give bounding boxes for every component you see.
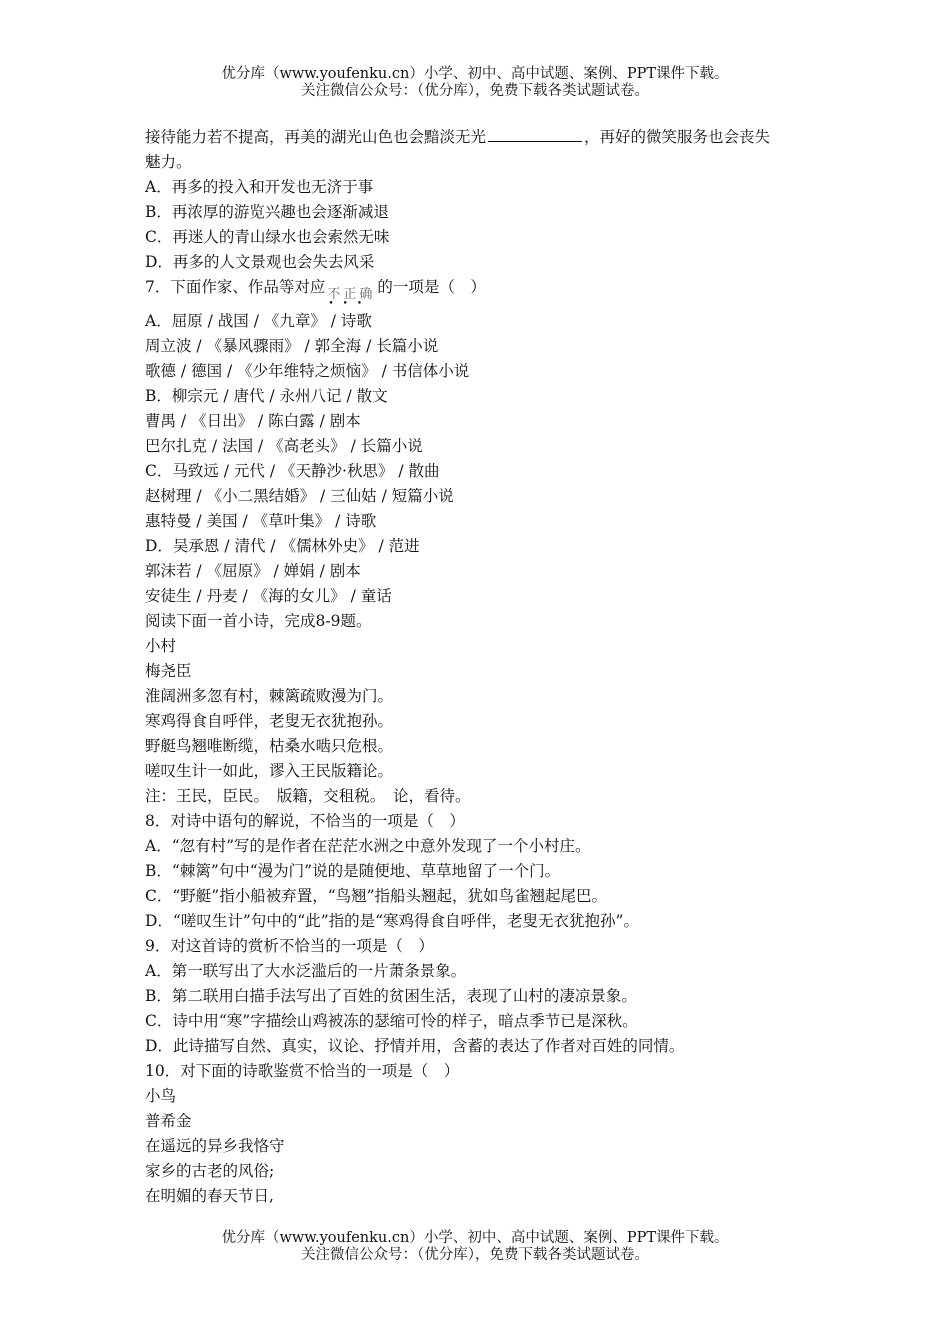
poem1-note: 注：王民，臣民。 版籍，交租税。 论，看待。 — [145, 787, 471, 805]
q9-option-c: C．诗中用“寒”字描绘山鸡被冻的瑟缩可怜的样子，暗点季节已是深秋。 — [145, 1012, 638, 1030]
poem1-title: 小村 — [145, 637, 177, 655]
q6-option-a: A．再多的投入和开发也无济于事 — [145, 178, 374, 196]
q6-option-c: C．再迷人的青山绿水也会索然无味 — [145, 228, 390, 246]
q9-option-d: D．此诗描写自然、真实，议论、抒情并用，含蓄的表达了作者对百姓的同情。 — [145, 1037, 685, 1055]
poem1-line-4: 嗟叹生计一如此，谬入王民版籍论。 — [145, 762, 394, 780]
q7-option-a-2: 周立波 / 《暴风骤雨》 / 郭全海 / 长篇小说 — [145, 337, 439, 355]
poem2-line-2: 家乡的古老的风俗; — [145, 1162, 275, 1180]
q7-option-d-1: D．吴承恩 / 清代 / 《儒林外史》 / 范进 — [145, 537, 420, 555]
q8-stem: 8．对诗中语句的解说，不恰当的一项是（ ） — [145, 812, 465, 830]
q8-option-a: A．“忽有村”写的是作者在茫茫水洲之中意外发现了一个小村庄。 — [145, 837, 591, 855]
poem2-title: 小鸟 — [145, 1087, 177, 1105]
q7-option-b-1: B．柳宗元 / 唐代 / 永州八记 / 散文 — [145, 387, 388, 405]
q9-option-b: B．第二联用白描手法写出了百姓的贫困生活，表现了山村的凄凉景象。 — [145, 987, 637, 1005]
q6-option-b: B．再浓厚的游览兴趣也会逐渐减退 — [145, 203, 389, 221]
q7-option-b-3: 巴尔扎克 / 法国 / 《高老头》 / 长篇小说 — [145, 437, 423, 455]
q7-option-a-3: 歌德 / 德国 / 《少年维特之烦恼》 / 书信体小说 — [145, 362, 470, 380]
q7-option-c-2: 赵树理 / 《小二黑结婚》 / 三仙姑 / 短篇小说 — [145, 487, 454, 505]
header-line-1: 优分库（www.youfenku.cn）小学、初中、高中试题、案例、PPT课件下载。 — [221, 66, 729, 82]
poem1-line-1: 淮阔洲多忽有村，棘篱疏败漫为门。 — [145, 687, 394, 705]
q6-stem-line-2: 魅力。 — [145, 153, 192, 171]
poem2-line-3: 在明媚的春天节日, — [145, 1187, 274, 1205]
q9-stem: 9．对这首诗的赏析不恰当的一项是（ ） — [145, 937, 434, 955]
poem1-line-2: 寒鸡得食自呼伴，老叟无衣犹抱孙。 — [145, 712, 394, 730]
q7-stem-part-1: 7．下面作家、作品等对应 — [145, 278, 326, 296]
poem1-intro: 阅读下面一首小诗，完成8-9题。 — [145, 612, 372, 630]
q6-option-d: D．再多的人文景观也会失去风采 — [145, 253, 375, 271]
poem2-author: 普希金 — [145, 1112, 192, 1130]
poem2-line-1: 在遥远的异乡我恪守 — [145, 1137, 285, 1155]
document-body — [145, 125, 815, 1209]
footer-line-2: 关注微信公众号：（优分库），免费下载各类试题试卷。 — [301, 1247, 649, 1263]
q8-option-c: C．“野艇”指小船被弃置，“鸟翘”指船头翘起，犹如鸟雀翘起尾巴。 — [145, 887, 608, 905]
q6-stem-part-1: 接待能力若不提高，再美的湖光山色也会黯淡无光 — [145, 128, 487, 146]
q9-option-a: A．第一联写出了大水泛滥后的一片萧条景象。 — [145, 962, 467, 980]
q6-fill-blank — [488, 127, 582, 142]
q7-option-b-2: 曹禺 / 《日出》 / 陈白露 / 剧本 — [145, 412, 361, 430]
q8-option-b: B．“棘篱”句中“漫为门”说的是随便地、草草地留了一个门。 — [145, 862, 561, 880]
q7-option-d-2: 郭沫若 / 《屈原》 / 婵娟 / 剧本 — [145, 562, 361, 580]
q8-option-d: D．“嗟叹生计”句中的“此”指的是“寒鸡得食自呼伴，老叟无衣犹抱孙”。 — [145, 912, 639, 930]
q6-stem-line-1 — [145, 125, 815, 150]
page-header — [0, 66, 950, 100]
q7-option-c-1: C．马致远 / 元代 / 《天静沙·秋思》 / 散曲 — [145, 462, 440, 480]
q10-stem: 10．对下面的诗歌鉴赏不恰当的一项是（ ） — [145, 1062, 460, 1080]
page-footer — [0, 1230, 950, 1264]
q7-stem-part-2: 的一项是（ ） — [377, 278, 486, 296]
poem1-author: 梅尧臣 — [145, 662, 192, 680]
q7-emphasis: 不正确 • • • — [325, 282, 377, 307]
footer-line-1: 优分库（www.youfenku.cn）小学、初中、高中试题、案例、PPT课件下载。 — [221, 1230, 729, 1246]
q7-option-a-1: A．屈原 / 战国 / 《九章》 / 诗歌 — [145, 312, 372, 330]
poem1-line-3: 野艇鸟翘唯断缆，枯桑水啮只危根。 — [145, 737, 394, 755]
q7-option-d-3: 安徒生 / 丹麦 / 《海的女儿》 / 童话 — [145, 587, 392, 605]
header-line-2: 关注微信公众号：（优分库），免费下载各类试题试卷。 — [301, 83, 649, 99]
q7-option-c-3: 惠特曼 / 美国 / 《草叶集》 / 诗歌 — [145, 512, 377, 530]
q7-stem — [145, 275, 815, 300]
q6-stem-part-2: ，再好的微笑服务也会丧失 — [584, 128, 771, 146]
spacer — [145, 300, 815, 309]
